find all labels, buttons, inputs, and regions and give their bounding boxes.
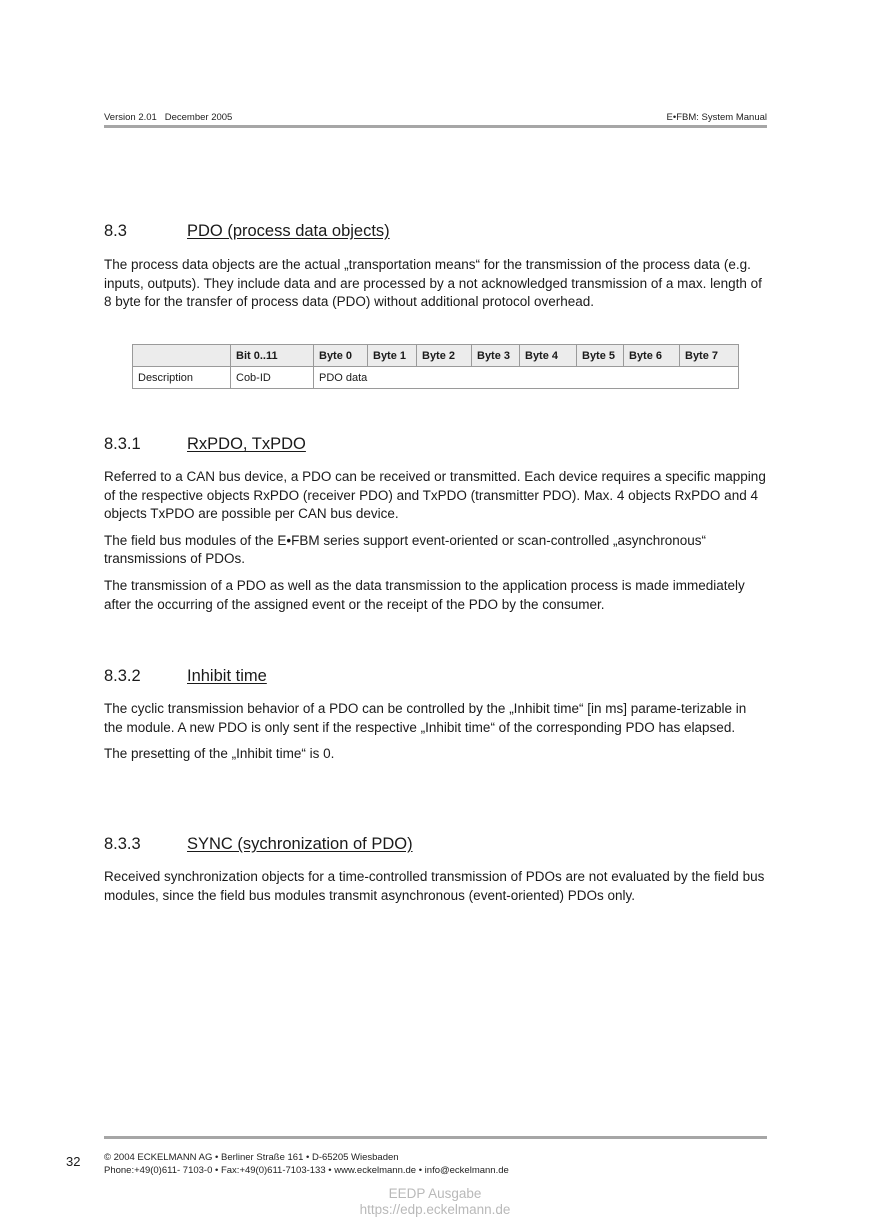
pdo-structure-table (132, 344, 739, 389)
footer-address: © 2004 ECKELMANN AG • Berliner Straße 161 • D-65205 Wiesbaden (104, 1152, 399, 1163)
header-manual-title: E•FBM: System Manual (666, 112, 767, 123)
paragraph: The presetting of the „Inhibit time“ is 0. (104, 746, 335, 762)
section-number: 8.3.1 (104, 435, 141, 453)
table-header-cell: Byte 3 (472, 345, 520, 367)
table-header-cell: Byte 1 (368, 345, 417, 367)
section-title: PDO (process data objects) (187, 222, 390, 240)
watermark (0, 1186, 870, 1218)
paragraph: The transmission of a PDO as well as the data transmission to the application process is made immediately after the occurring of the assigned event or the receipt of the PDO by the consumer. (104, 577, 745, 612)
table-cell-cob-id: Cob-ID (231, 367, 314, 389)
section-heading (104, 834, 768, 854)
footer-divider (104, 1136, 767, 1139)
section-8-3-1 (104, 434, 768, 614)
header-version: Version 2.01 December 2005 (104, 112, 233, 123)
table-row (133, 367, 739, 389)
section-title: Inhibit time (187, 667, 267, 685)
paragraph: The field bus modules of the E•FBM series support event-oriented or scan-controlled „asynchronous“ transmissions of PDOs. (104, 532, 707, 567)
section-number: 8.3 (104, 222, 127, 240)
paragraph: The process data objects are the actual „transportation means“ for the transmission of the process data (e.g. inputs, outputs). They include data and are processed by a not acknowledged transmission of a max. length of 8 byte for the transfer of process data (PDO) without additional protocol overhead. (104, 257, 762, 310)
table-header-cell: Byte 7 (680, 345, 739, 367)
section-title: RxPDO, TxPDO (187, 435, 306, 453)
table-header-cell: Byte 6 (624, 345, 680, 367)
section-heading (104, 666, 768, 686)
section-heading (104, 221, 768, 241)
table-header-cell: Byte 5 (577, 345, 624, 367)
footer-phone-web: Phone:+49(0)611- 7103-0 • Fax:+49(0)611-7103-133 • www.eckelmann.de • info@eckelmann.de (104, 1165, 509, 1176)
table-header-cell: Byte 0 (314, 345, 368, 367)
table-header-cell (133, 345, 231, 367)
paragraph: The cyclic transmission behavior of a PDO can be controlled by the „Inhibit time“ [in ms] parame-terizable in the module. A new PDO is only sent if the respective „Inhibit time“ of the corresponding PDO has elapsed. (104, 701, 747, 735)
table-header-cell: Byte 2 (417, 345, 472, 367)
table-header-cell: Byte 4 (520, 345, 577, 367)
table-cell-description: Description (133, 367, 231, 389)
section-8-3-2 (104, 666, 768, 764)
paragraph: Referred to a CAN bus device, a PDO can be received or transmitted. Each device requires a specific mapping of the respective objects RxPDO (receiver PDO) and TxPDO (transmitter PDO). Max. 4 objects RxPDO and 4 objects TxPDO are possible per CAN bus device. (104, 469, 766, 522)
section-8-3-3 (104, 834, 768, 905)
watermark-url: https://edp.eckelmann.de (359, 1202, 511, 1217)
section-number: 8.3.3 (104, 835, 141, 853)
header-divider (104, 125, 767, 128)
section-8-3 (104, 221, 768, 312)
table-cell-pdo-data: PDO data (314, 367, 739, 389)
section-title: SYNC (sychronization of PDO) (187, 835, 413, 853)
paragraph: Received synchronization objects for a time-controlled transmission of PDOs are not evaluated by the field bus modules, since the field bus modules transmit asynchronous (event-oriented) PDOs only. (104, 869, 765, 903)
table-header-row (133, 345, 739, 367)
page-number: 32 (66, 1154, 81, 1169)
section-number: 8.3.2 (104, 667, 141, 685)
footer-contact (104, 1151, 509, 1177)
section-heading (104, 434, 768, 454)
watermark-title: EEDP Ausgabe (388, 1186, 482, 1201)
table-header-cell: Bit 0..11 (231, 345, 314, 367)
